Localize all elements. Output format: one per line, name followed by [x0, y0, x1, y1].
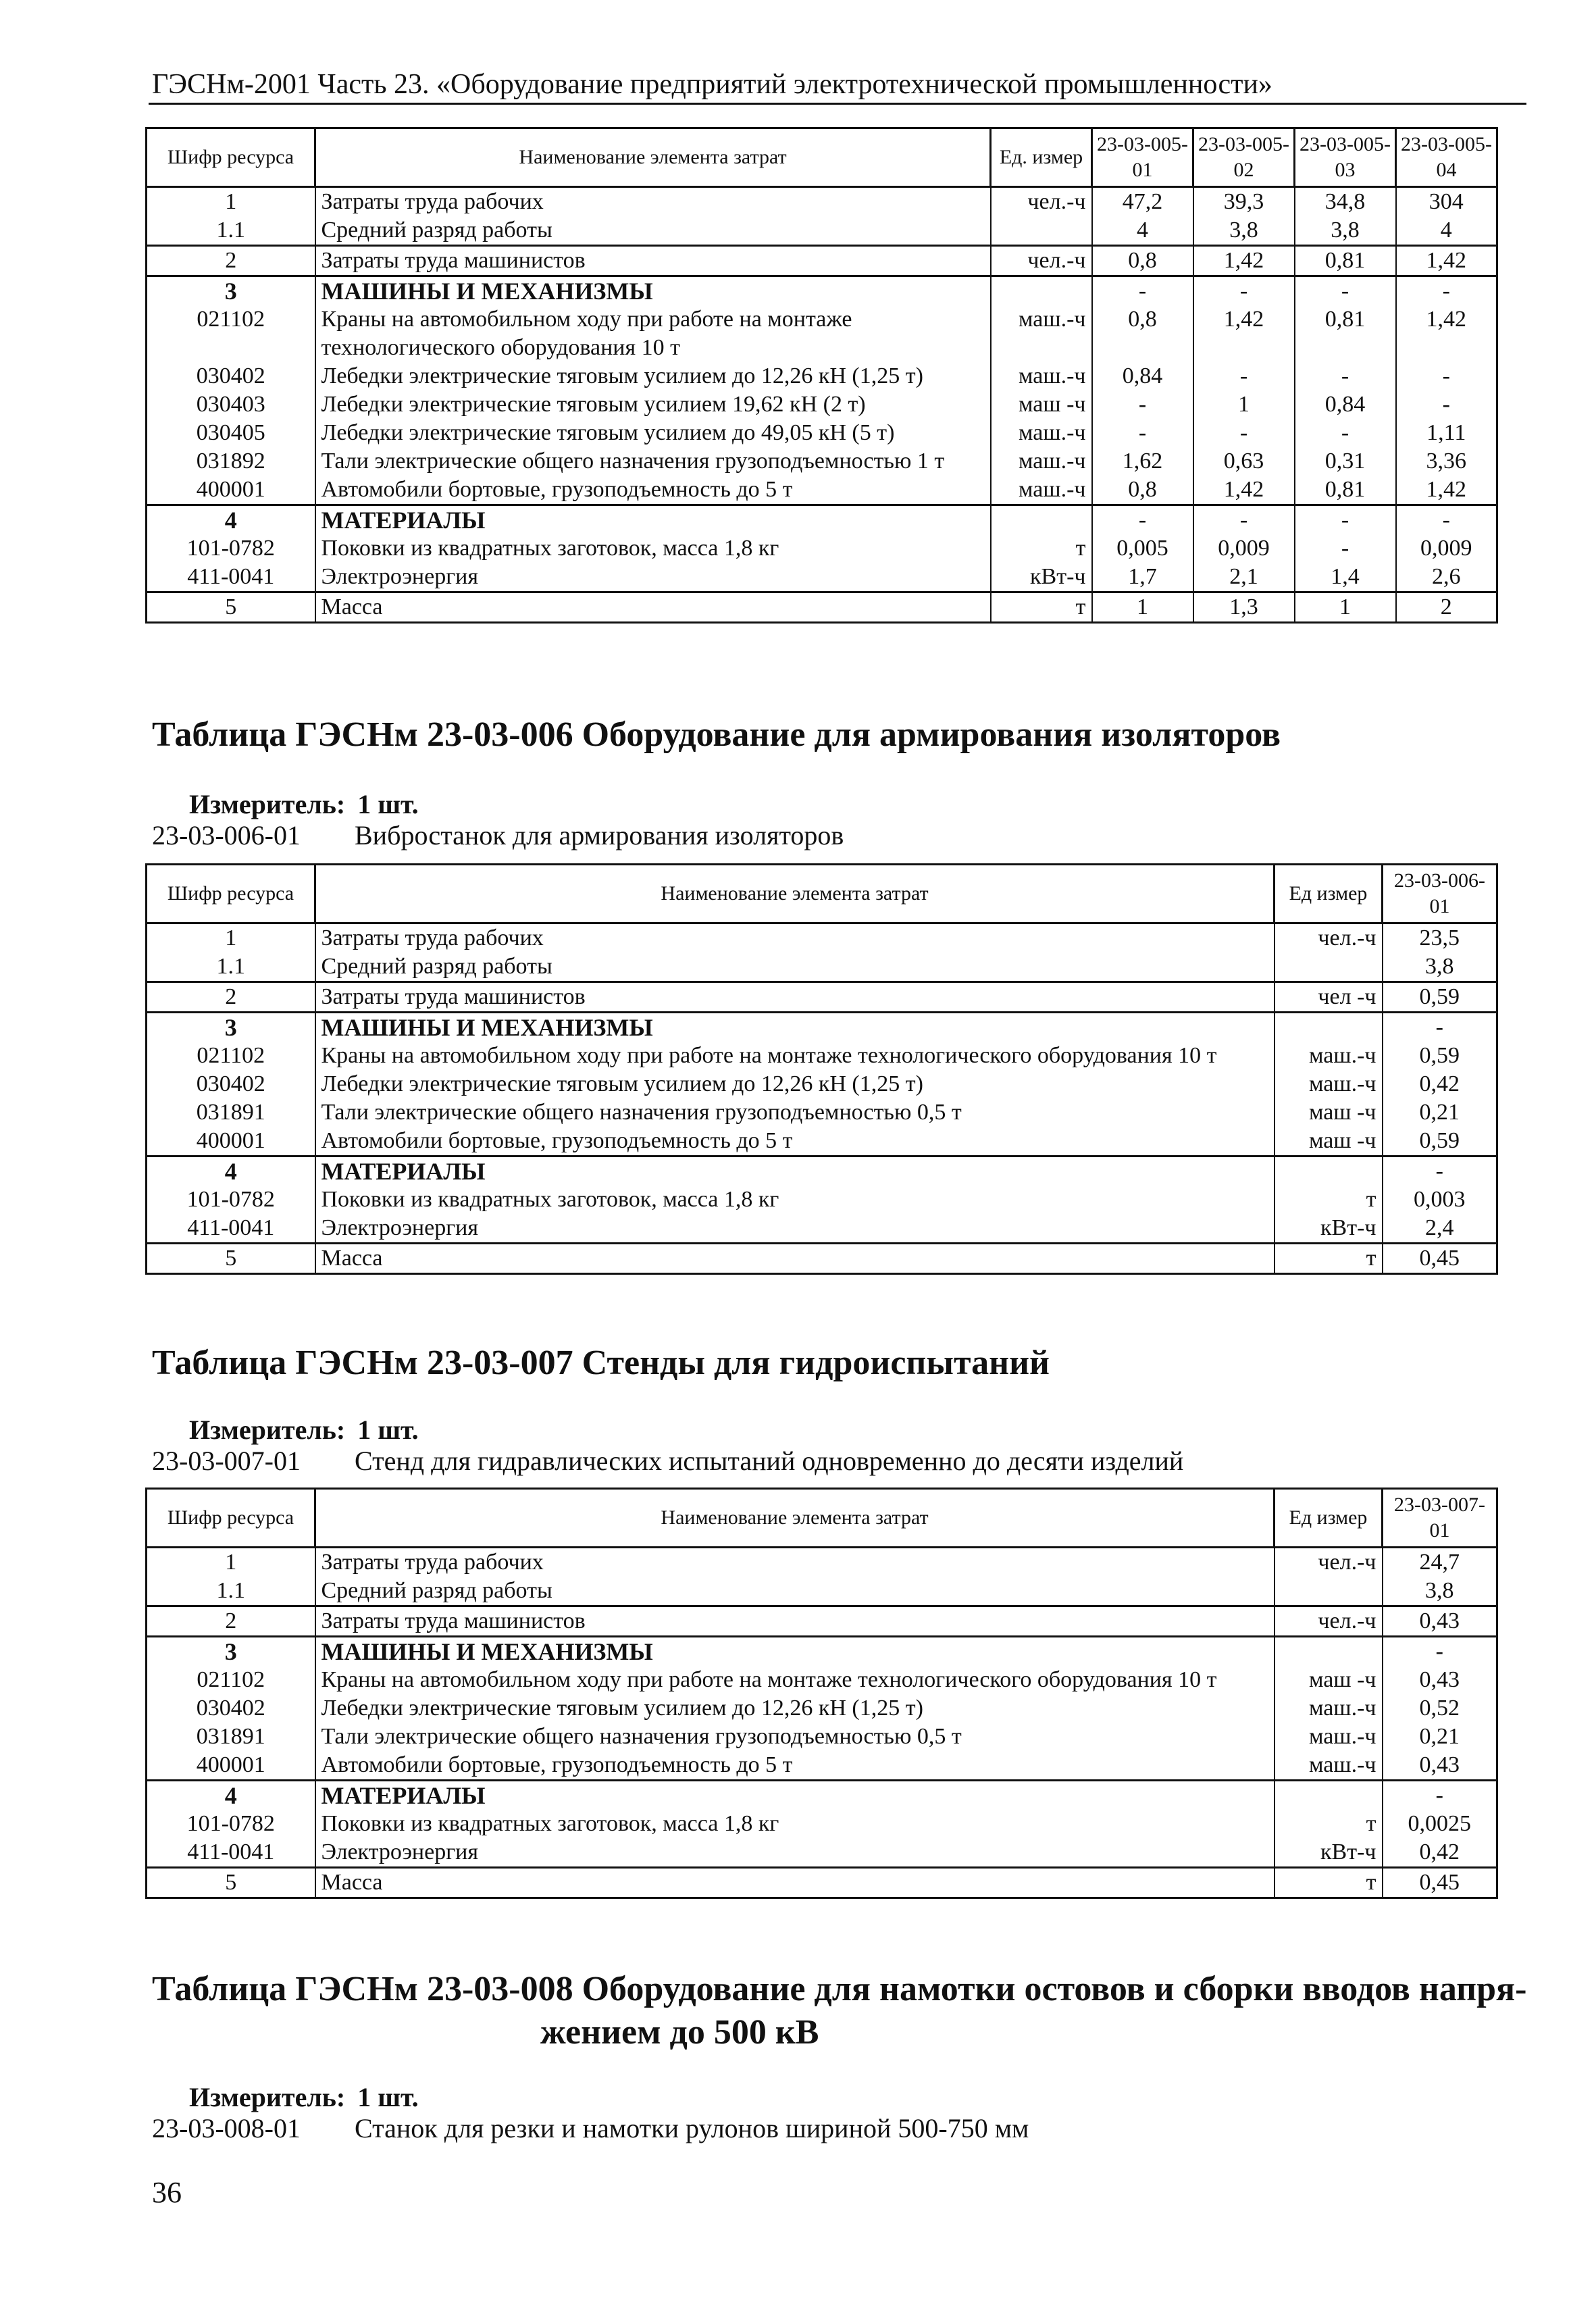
cell-code: 021102: [147, 1042, 315, 1070]
table-row: [147, 1694, 1497, 1723]
cell-value: 3,8: [1383, 1577, 1497, 1606]
col-header-norm: 23-03-005-04: [1396, 128, 1497, 187]
cell-code: 030402: [147, 362, 315, 390]
cell-value: 0,52: [1383, 1694, 1497, 1723]
norm-description: Станок для резки и намотки рулонов шириной 500-750 мм: [355, 2113, 1029, 2143]
cell-name: Лебедки электрические тяговым усилием до 12,26 кН (1,25 т): [315, 1694, 1275, 1723]
cell-name: Масса: [315, 592, 991, 623]
cell-value: 0,81: [1295, 305, 1396, 362]
cell-value: 0,59: [1383, 1042, 1497, 1070]
cell-code: 030402: [147, 1070, 315, 1098]
cell-value: 3,8: [1193, 216, 1295, 246]
cell-value: -: [1295, 276, 1396, 306]
cell-code: 411-0041: [147, 1838, 315, 1868]
table-title-008-line2: жением до 500 кВ: [540, 2013, 819, 2052]
cell-unit: чел.-ч: [1275, 923, 1383, 953]
cell-name: Затраты труда машинистов: [315, 246, 991, 276]
cell-value: -: [1193, 276, 1295, 306]
cell-code: 5: [147, 1244, 315, 1274]
cell-name: Тали электрические общего назначения грузоподъемностью 0,5 т: [315, 1098, 1275, 1127]
cell-value: 3,8: [1383, 952, 1497, 982]
cell-value: 0,009: [1396, 534, 1497, 563]
cell-code: 101-0782: [147, 1186, 315, 1214]
table-row: [147, 1548, 1497, 1577]
cell-unit: кВт-ч: [1275, 1214, 1383, 1244]
table-row: [147, 1637, 1497, 1667]
cell-name: Краны на автомобильном ходу при работе на монтаже технологического оборудования 10 т: [315, 1042, 1275, 1070]
cell-value: 0,8: [1092, 246, 1193, 276]
cell-unit: т: [1275, 1244, 1383, 1274]
cell-unit: маш.-ч: [991, 476, 1092, 505]
table-row: [147, 592, 1497, 623]
cell-name: Автомобили бортовые, грузоподъемность до 5 т: [315, 1751, 1275, 1781]
cell-value: 0,81: [1295, 476, 1396, 505]
cell-unit: чел.-ч: [991, 246, 1092, 276]
cell-code: 1: [147, 187, 315, 217]
cell-value: 0,005: [1092, 534, 1193, 563]
table-row: [147, 1781, 1497, 1810]
table-row: [147, 305, 1497, 362]
cell-unit: маш -ч: [1275, 1098, 1383, 1127]
table-row: [147, 1013, 1497, 1042]
cell-value: 0,84: [1092, 362, 1193, 390]
cell-name: Краны на автомобильном ходу при работе на монтаже технологического оборудования 10 т: [315, 1666, 1275, 1694]
table-title-008-line1: Таблица ГЭСНм 23-03-008 Оборудование для намотки остовов и сборки вводов напря-: [152, 1970, 1527, 2008]
cell-value: -: [1295, 419, 1396, 447]
cell-name: Электроэнергия: [315, 1214, 1275, 1244]
cell-unit: маш -ч: [991, 390, 1092, 419]
cell-value: 0,43: [1383, 1666, 1497, 1694]
table-row: [147, 1723, 1497, 1751]
cell-unit: [1275, 1781, 1383, 1810]
col-header-name: Наименование элемента затрат: [315, 128, 991, 187]
section-heading: МАТЕРИАЛЫ: [315, 505, 991, 535]
norm-code-line: [152, 819, 844, 853]
cell-name: Автомобили бортовые, грузоподъемность до 5 т: [315, 1127, 1275, 1156]
col-header-norm: 23-03-007-01: [1383, 1489, 1497, 1548]
cell-value: -: [1193, 419, 1295, 447]
cell-code: 2: [147, 982, 315, 1013]
table-row: [147, 1244, 1497, 1274]
cell-code: 400001: [147, 476, 315, 505]
cell-value: -: [1295, 362, 1396, 390]
table-row: [147, 390, 1497, 419]
col-header-norm: 23-03-006-01: [1383, 865, 1497, 923]
cell-code: 101-0782: [147, 1810, 315, 1838]
cell-value: -: [1295, 505, 1396, 535]
cell-name: Поковки из квадратных заготовок, масса 1,8 кг: [315, 1186, 1275, 1214]
cell-name: Лебедки электрические тяговым усилием 19,62 кН (2 т): [315, 390, 991, 419]
cell-code: 4: [147, 505, 315, 535]
table-row: [147, 187, 1497, 217]
cell-unit: маш.-ч: [991, 305, 1092, 362]
cell-unit: [1275, 952, 1383, 982]
cell-name: Лебедки электрические тяговым усилием до 49,05 кН (5 т): [315, 419, 991, 447]
table-header-row: [147, 1489, 1497, 1548]
cell-name: Электроэнергия: [315, 563, 991, 592]
resource-table-007: [145, 1488, 1498, 1899]
cell-value: 2: [1396, 592, 1497, 623]
table-header-row: [147, 865, 1497, 923]
meter-line: [189, 2081, 419, 2114]
cell-name: Затраты труда рабочих: [315, 187, 991, 217]
cell-value: 0,8: [1092, 476, 1193, 505]
cell-unit: т: [991, 592, 1092, 623]
cell-value: 47,2: [1092, 187, 1193, 217]
cell-value: 23,5: [1383, 923, 1497, 953]
cell-code: 2: [147, 246, 315, 276]
cell-unit: чел.-ч: [991, 187, 1092, 217]
cell-value: 34,8: [1295, 187, 1396, 217]
cell-name: Затраты труда машинистов: [315, 982, 1275, 1013]
cell-value: 1,4: [1295, 563, 1396, 592]
cell-name: Поковки из квадратных заготовок, масса 1,8 кг: [315, 1810, 1275, 1838]
cell-value: 0,42: [1383, 1070, 1497, 1098]
cell-unit: маш -ч: [1275, 1127, 1383, 1156]
cell-unit: маш -ч: [1275, 1666, 1383, 1694]
meter-label: Измеритель:: [189, 1415, 346, 1445]
table-header-row: [147, 128, 1497, 187]
norm-code: 23-03-006-01: [152, 820, 301, 850]
table-row: [147, 362, 1497, 390]
cell-unit: маш.-ч: [1275, 1042, 1383, 1070]
cell-value: 1,7: [1092, 563, 1193, 592]
cell-unit: чел.-ч: [1275, 1548, 1383, 1577]
norm-code: 23-03-008-01: [152, 2113, 301, 2143]
cell-name: Затраты труда машинистов: [315, 1606, 1275, 1637]
meter-unit: 1 шт.: [357, 1415, 419, 1445]
cell-code: 1.1: [147, 216, 315, 246]
resource-table-006: [145, 863, 1498, 1275]
page-number: 36: [152, 2176, 182, 2209]
col-header-name: Наименование элемента затрат: [315, 865, 1275, 923]
cell-value: 3,36: [1396, 447, 1497, 476]
cell-value: 1,42: [1396, 305, 1497, 362]
cell-value: 0,59: [1383, 1127, 1497, 1156]
cell-code: 031891: [147, 1098, 315, 1127]
cell-unit: маш.-ч: [991, 362, 1092, 390]
cell-value: 0,009: [1193, 534, 1295, 563]
cell-value: 1,42: [1193, 476, 1295, 505]
cell-unit: [991, 505, 1092, 535]
table-title-007: Таблица ГЭСНм 23-03-007 Стенды для гидроиспытаний: [152, 1344, 1050, 1382]
cell-value: 0,45: [1383, 1244, 1497, 1274]
cell-value: 1,11: [1396, 419, 1497, 447]
meter-unit: 1 шт.: [357, 2082, 419, 2112]
cell-value: 304: [1396, 187, 1497, 217]
cell-value: 0,21: [1383, 1723, 1497, 1751]
cell-code: 411-0041: [147, 1214, 315, 1244]
cell-name: Лебедки электрические тяговым усилием до 12,26 кН (1,25 т): [315, 1070, 1275, 1098]
table-row: [147, 1868, 1497, 1898]
cell-unit: маш.-ч: [991, 419, 1092, 447]
col-header-code: Шифр ресурса: [147, 865, 315, 923]
cell-unit: маш.-ч: [991, 447, 1092, 476]
cell-value: 0,003: [1383, 1186, 1497, 1214]
header-rule: [149, 103, 1526, 105]
cell-code: 031891: [147, 1723, 315, 1751]
cell-value: -: [1092, 505, 1193, 535]
norm-description: Стенд для гидравлических испытаний одновременно до десяти изделий: [355, 1446, 1184, 1476]
cell-code: 030402: [147, 1694, 315, 1723]
col-header-name: Наименование элемента затрат: [315, 1489, 1275, 1548]
cell-value: 1: [1295, 592, 1396, 623]
section-heading: МАШИНЫ И МЕХАНИЗМЫ: [315, 1637, 1275, 1667]
table-row: [147, 1098, 1497, 1127]
col-header-code: Шифр ресурса: [147, 128, 315, 187]
table-row: [147, 419, 1497, 447]
cell-unit: кВт-ч: [1275, 1838, 1383, 1868]
meter-line: [189, 788, 419, 821]
cell-name: Поковки из квадратных заготовок, масса 1,8 кг: [315, 534, 991, 563]
cell-name: Лебедки электрические тяговым усилием до 12,26 кН (1,25 т): [315, 362, 991, 390]
cell-unit: маш.-ч: [1275, 1070, 1383, 1098]
meter-label: Измеритель:: [189, 789, 346, 819]
table-row: [147, 1606, 1497, 1637]
cell-value: -: [1383, 1156, 1497, 1186]
cell-code: 3: [147, 1637, 315, 1667]
cell-value: 0,42: [1383, 1838, 1497, 1868]
cell-code: 3: [147, 1013, 315, 1042]
cell-unit: [1275, 1637, 1383, 1667]
cell-name: Электроэнергия: [315, 1838, 1275, 1868]
cell-code: 030403: [147, 390, 315, 419]
cell-unit: [991, 276, 1092, 306]
cell-value: 0,43: [1383, 1751, 1497, 1781]
cell-value: -: [1295, 534, 1396, 563]
cell-value: 0,63: [1193, 447, 1295, 476]
cell-name: Масса: [315, 1244, 1275, 1274]
cell-value: 2,1: [1193, 563, 1295, 592]
cell-code: 021102: [147, 1666, 315, 1694]
table-row: [147, 1127, 1497, 1156]
cell-name: Тали электрические общего назначения грузоподъемностью 1 т: [315, 447, 991, 476]
cell-code: 5: [147, 1868, 315, 1898]
cell-unit: [991, 216, 1092, 246]
cell-unit: [1275, 1013, 1383, 1042]
cell-value: 2,6: [1396, 563, 1497, 592]
cell-value: 24,7: [1383, 1548, 1497, 1577]
cell-value: 1,42: [1396, 246, 1497, 276]
cell-unit: [1275, 1156, 1383, 1186]
cell-value: 0,59: [1383, 982, 1497, 1013]
resource-table-005: [145, 127, 1498, 624]
cell-value: -: [1383, 1013, 1497, 1042]
cell-value: 0,43: [1383, 1606, 1497, 1637]
cell-code: 5: [147, 592, 315, 623]
cell-name: Затраты труда рабочих: [315, 1548, 1275, 1577]
cell-value: 39,3: [1193, 187, 1295, 217]
cell-name: Краны на автомобильном ходу при работе на монтаже технологического оборудования 10 т: [315, 305, 991, 362]
cell-unit: т: [1275, 1186, 1383, 1214]
norm-code-line: [152, 2112, 1029, 2145]
cell-value: 0,21: [1383, 1098, 1497, 1127]
col-header-unit: Ед измер: [1275, 1489, 1383, 1548]
cell-unit: маш.-ч: [1275, 1751, 1383, 1781]
cell-value: 1,42: [1193, 246, 1295, 276]
cell-unit: чел.-ч: [1275, 1606, 1383, 1637]
table-row: [147, 563, 1497, 592]
section-heading: МАТЕРИАЛЫ: [315, 1156, 1275, 1186]
cell-value: 4: [1092, 216, 1193, 246]
table-row: [147, 1214, 1497, 1244]
cell-value: 1,42: [1396, 476, 1497, 505]
cell-value: -: [1193, 362, 1295, 390]
cell-code: 411-0041: [147, 563, 315, 592]
cell-name: Средний разряд работы: [315, 216, 991, 246]
cell-name: Средний разряд работы: [315, 952, 1275, 982]
cell-value: -: [1396, 362, 1497, 390]
cell-code: 3: [147, 276, 315, 306]
cell-code: 101-0782: [147, 534, 315, 563]
cell-name: Тали электрические общего назначения грузоподъемностью 0,5 т: [315, 1723, 1275, 1751]
cell-value: 2,4: [1383, 1214, 1497, 1244]
cell-code: 021102: [147, 305, 315, 362]
meter-label: Измеритель:: [189, 2082, 346, 2112]
cell-value: 0,31: [1295, 447, 1396, 476]
cell-code: 2: [147, 1606, 315, 1637]
cell-value: 0,84: [1295, 390, 1396, 419]
cell-unit: т: [1275, 1868, 1383, 1898]
cell-code: 400001: [147, 1127, 315, 1156]
table-row: [147, 505, 1497, 535]
col-header-norm: 23-03-005-01: [1092, 128, 1193, 187]
table-row: [147, 952, 1497, 982]
table-row: [147, 1042, 1497, 1070]
cell-value: 1,3: [1193, 592, 1295, 623]
table-row: [147, 923, 1497, 953]
cell-code: 1.1: [147, 1577, 315, 1606]
cell-value: 1: [1193, 390, 1295, 419]
table-row: [147, 1666, 1497, 1694]
cell-value: -: [1092, 419, 1193, 447]
cell-code: 1: [147, 923, 315, 953]
cell-value: -: [1396, 390, 1497, 419]
cell-code: 4: [147, 1156, 315, 1186]
col-header-norm: 23-03-005-02: [1193, 128, 1295, 187]
cell-unit: т: [991, 534, 1092, 563]
table-row: [147, 1810, 1497, 1838]
cell-unit: маш.-ч: [1275, 1694, 1383, 1723]
section-heading: МАТЕРИАЛЫ: [315, 1781, 1275, 1810]
running-header: ГЭСНм-2001 Часть 23. «Оборудование предприятий электротехнической промышленности»: [152, 69, 1272, 100]
cell-value: 1,62: [1092, 447, 1193, 476]
cell-unit: [1275, 1577, 1383, 1606]
section-heading: МАШИНЫ И МЕХАНИЗМЫ: [315, 1013, 1275, 1042]
cell-unit: т: [1275, 1810, 1383, 1838]
cell-value: 1,42: [1193, 305, 1295, 362]
col-header-unit: Ед измер: [1275, 865, 1383, 923]
cell-unit: маш.-ч: [1275, 1723, 1383, 1751]
section-heading: МАШИНЫ И МЕХАНИЗМЫ: [315, 276, 991, 306]
table-row: [147, 1577, 1497, 1606]
table-row: [147, 1186, 1497, 1214]
cell-value: -: [1193, 505, 1295, 535]
cell-name: Масса: [315, 1868, 1275, 1898]
cell-code: 4: [147, 1781, 315, 1810]
table-row: [147, 447, 1497, 476]
cell-value: 4: [1396, 216, 1497, 246]
table-row: [147, 216, 1497, 246]
norm-description: Вибростанок для армирования изоляторов: [355, 820, 844, 850]
cell-unit: чел -ч: [1275, 982, 1383, 1013]
cell-unit: кВт-ч: [991, 563, 1092, 592]
table-row: [147, 1070, 1497, 1098]
cell-value: -: [1383, 1781, 1497, 1810]
table-title-006: Таблица ГЭСНм 23-03-006 Оборудование для армирования изоляторов: [152, 715, 1281, 754]
table-row: [147, 246, 1497, 276]
table-row: [147, 1838, 1497, 1868]
cell-code: 400001: [147, 1751, 315, 1781]
cell-value: 0,0025: [1383, 1810, 1497, 1838]
table-row: [147, 476, 1497, 505]
cell-value: 1: [1092, 592, 1193, 623]
col-header-code: Шифр ресурса: [147, 1489, 315, 1548]
cell-code: 030405: [147, 419, 315, 447]
table-row: [147, 1751, 1497, 1781]
cell-value: 0,45: [1383, 1868, 1497, 1898]
cell-code: 1: [147, 1548, 315, 1577]
table-row: [147, 534, 1497, 563]
meter-unit: 1 шт.: [357, 789, 419, 819]
table-row: [147, 982, 1497, 1013]
cell-value: -: [1092, 390, 1193, 419]
cell-value: -: [1396, 276, 1497, 306]
cell-value: -: [1383, 1637, 1497, 1667]
cell-name: Средний разряд работы: [315, 1577, 1275, 1606]
col-header-unit: Ед. измер: [991, 128, 1092, 187]
cell-name: Затраты труда рабочих: [315, 923, 1275, 953]
cell-value: -: [1396, 505, 1497, 535]
cell-value: 0,8: [1092, 305, 1193, 362]
cell-name: Автомобили бортовые, грузоподъемность до 5 т: [315, 476, 991, 505]
norm-code: 23-03-007-01: [152, 1446, 301, 1476]
cell-code: 1.1: [147, 952, 315, 982]
cell-value: 3,8: [1295, 216, 1396, 246]
meter-line: [189, 1413, 419, 1447]
table-row: [147, 1156, 1497, 1186]
cell-value: 0,81: [1295, 246, 1396, 276]
cell-value: -: [1092, 276, 1193, 306]
col-header-norm: 23-03-005-03: [1295, 128, 1396, 187]
table-row: [147, 276, 1497, 306]
norm-code-line: [152, 1444, 1183, 1478]
cell-code: 031892: [147, 447, 315, 476]
